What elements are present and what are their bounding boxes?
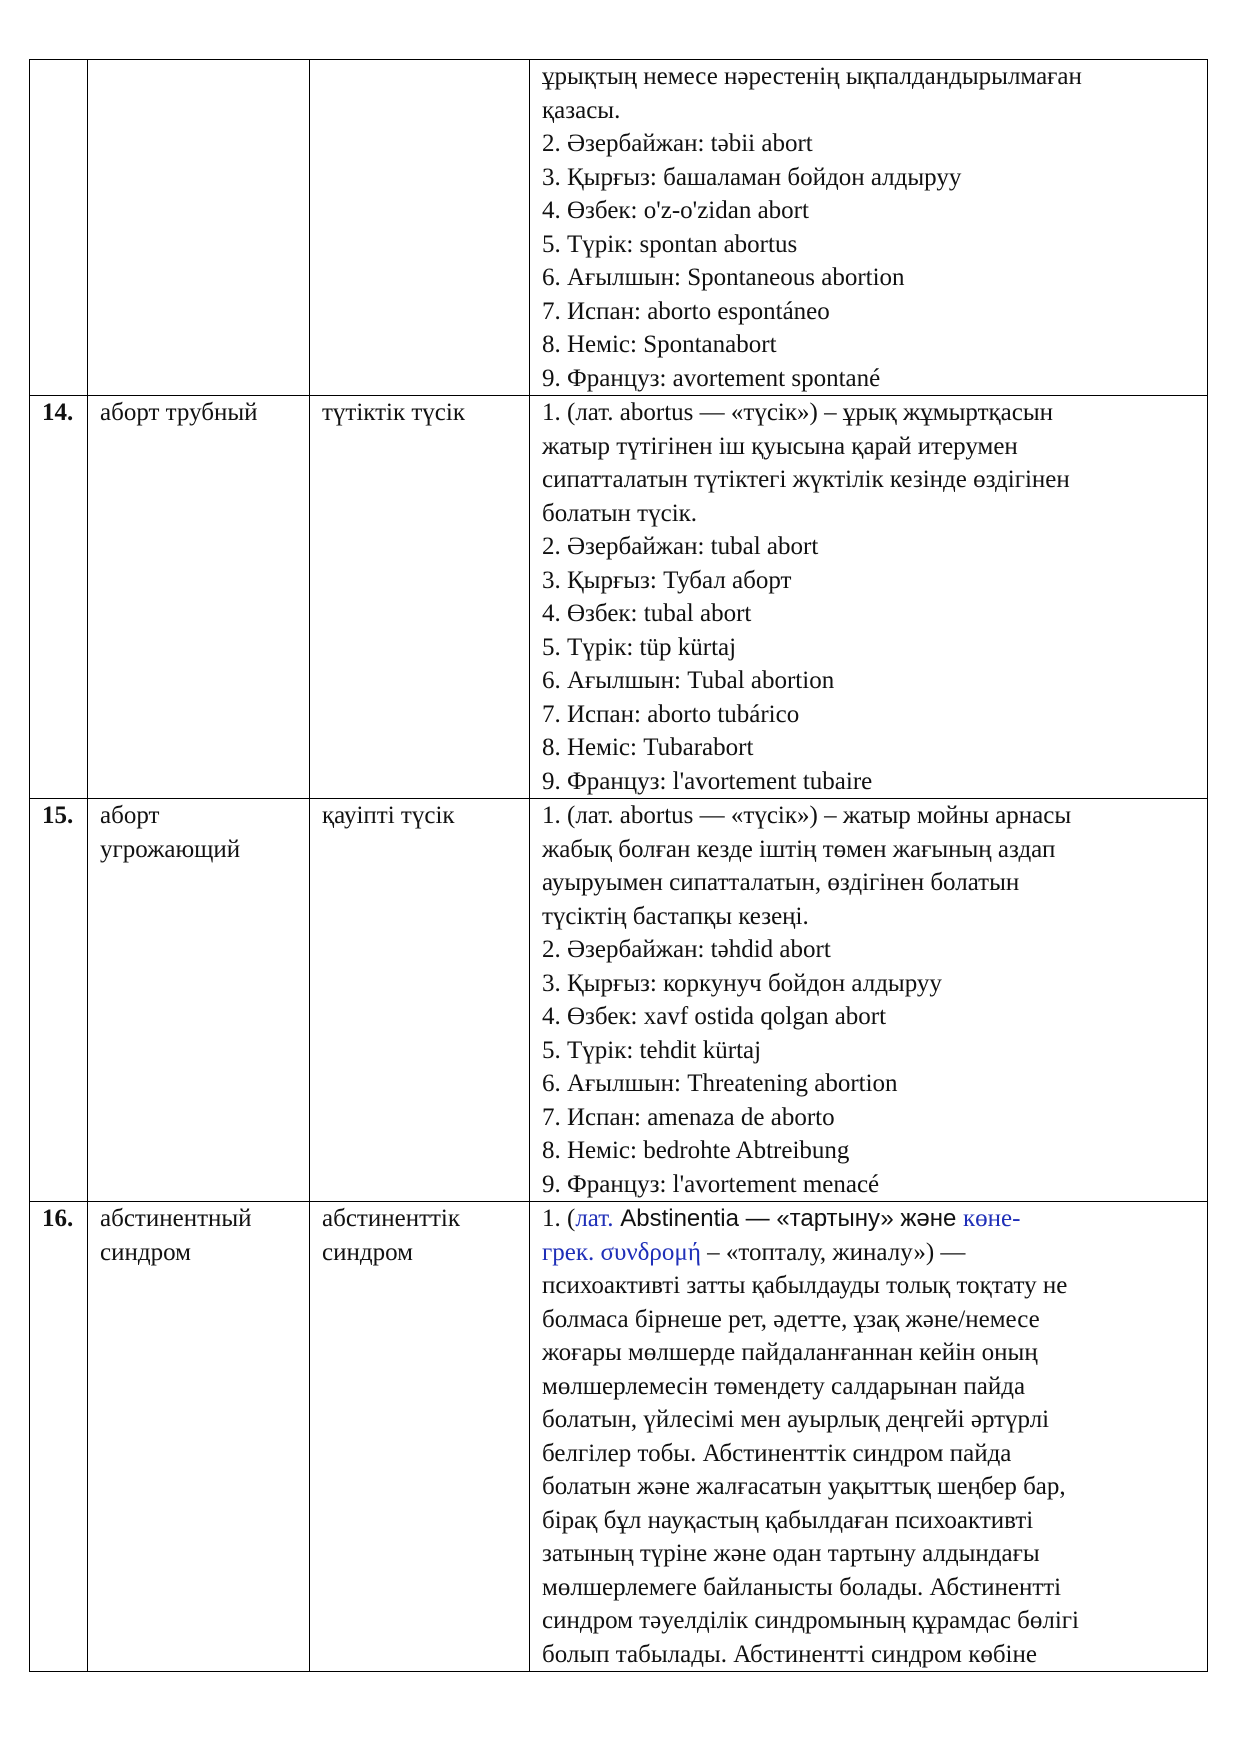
- translation-french: 9. Француз: l'avortement menacé: [542, 1170, 880, 1198]
- definition-line: жабық болған кезде іштің төмен жағының аздап: [542, 835, 1056, 863]
- translation-kyrgyz: 3. Қырғыз: коркунуч бойдон алдыруу: [542, 969, 942, 997]
- entry-number: 15.: [30, 799, 88, 1202]
- translation-turkish: 5. Түрік: tüp kürtaj: [542, 633, 737, 661]
- translation-english: 6. Ағылшын: Threatening abortion: [542, 1070, 898, 1097]
- definition-prefix: 1. (: [542, 1205, 576, 1232]
- translation-azerbaijani: 2. Әзербайжан: təhdid abort: [542, 936, 831, 963]
- table-row: [30, 1202, 1208, 1672]
- definition-line: болатын және жалғасатын уақыттық шеңбер бар,: [542, 1473, 1066, 1500]
- document-page: [29, 59, 1207, 1672]
- definition-line: психоактивті затты қабылдауды толық тоқтату не: [542, 1272, 1068, 1299]
- definition-line: түсіктің бастапқы кезеңі.: [542, 902, 809, 930]
- term-kazakh: абстиненттік синдром: [310, 1202, 530, 1672]
- term-russian: абстинентный синдром: [88, 1202, 310, 1672]
- translation-azerbaijani: 2. Әзербайжан: tubal abort: [542, 533, 819, 560]
- term-russian: аборт трубный: [88, 396, 310, 799]
- translation-spanish: 7. Испан: amenaza de aborto: [542, 1103, 835, 1131]
- definition-cell: [530, 396, 1208, 799]
- definition-line: болатын түсік.: [542, 499, 698, 527]
- glossary-table: [29, 59, 1208, 1672]
- translation-kyrgyz: 3. Қырғыз: Тубал аборт: [542, 566, 792, 594]
- definition-heading-line: [542, 1202, 1195, 1236]
- translation-english: 6. Ағылшын: Tubal abortion: [542, 667, 835, 694]
- definition-line: болмаса бірнеше рет, әдетте, ұзақ және/немесе: [542, 1305, 1040, 1333]
- definition-cell: [530, 60, 1208, 396]
- table-row: [30, 799, 1208, 1202]
- latin-word: Abstinentia — «тартыну» және: [613, 1205, 964, 1232]
- table-row: [30, 60, 1208, 396]
- definition-line: синдром тәуелділік синдромының құрамдас бөлігі: [542, 1607, 1079, 1634]
- definition-line: мөлшерлемеге байланысты болады. Абстинентті: [542, 1573, 1062, 1601]
- definition-line: болатын, үйлесімі мен ауырлық деңгейі әртүрлі: [542, 1406, 1050, 1433]
- definition-line: жатыр түтігінен іш қуысына қарай итерумен: [542, 432, 1018, 460]
- term-russian: [88, 60, 310, 396]
- definition-line: затының түріне және одан тартыну алдындағы: [542, 1540, 1040, 1567]
- translation-kyrgyz: 3. Қырғыз: башаламан бойдон алдыруу: [542, 163, 962, 191]
- definition-line: ауыруымен сипатталатын, өздігінен болатын: [542, 869, 1020, 896]
- translation-german: 8. Неміс: Spontanabort: [542, 331, 777, 358]
- entry-number: 14.: [30, 396, 88, 799]
- term-kazakh: [310, 60, 530, 396]
- translation-uzbek: 4. Өзбек: xavf ostida qolgan abort: [542, 1003, 887, 1030]
- translation-uzbek: 4. Өзбек: o'z-o'zidan abort: [542, 197, 809, 224]
- translation-turkish: 5. Түрік: tehdit kürtaj: [542, 1036, 762, 1064]
- translation-french: 9. Француз: avortement spontané: [542, 364, 881, 392]
- definition-line: 1. (лат. abortus — «түсік») – жатыр мойны арнасы: [542, 802, 1072, 829]
- greek-gloss: – «топталу, жиналу») —: [700, 1238, 966, 1266]
- term-kazakh: қауіпті түсік: [310, 799, 530, 1202]
- translation-german: 8. Неміс: bedrohte Abtreibung: [542, 1137, 850, 1164]
- latin-link[interactable]: лат.: [575, 1205, 614, 1232]
- definition-heading-line: [542, 1236, 1195, 1270]
- table-row: [30, 396, 1208, 799]
- translation-english: 6. Ағылшын: Spontaneous abortion: [542, 264, 905, 291]
- translation-spanish: 7. Испан: aborto espontáneo: [542, 297, 830, 325]
- translation-uzbek: 4. Өзбек: tubal abort: [542, 600, 752, 627]
- definition-line: 1. (лат. abortus — «түсік») – ұрық жұмыртқасын: [542, 399, 1054, 426]
- translation-turkish: 5. Түрік: spontan abortus: [542, 230, 798, 258]
- greek-word-link[interactable]: грек. συνδρομή: [542, 1238, 701, 1266]
- term-kazakh: түтіктік түсік: [310, 396, 530, 799]
- definition-line: бірақ бұл науқастың қабылдаған психоактивті: [542, 1506, 1034, 1534]
- definition-line: болып табылады. Абстинентті синдром көбіне: [542, 1640, 1037, 1668]
- translation-french: 9. Француз: l'avortement tubaire: [542, 767, 873, 795]
- translation-azerbaijani: 2. Әзербайжан: təbii abort: [542, 130, 813, 157]
- entry-number: [30, 60, 88, 396]
- term-russian: аборт угрожающий: [88, 799, 310, 1202]
- translation-spanish: 7. Испан: aborto tubárico: [542, 700, 800, 728]
- definition-line: сипатталатын түтіктегі жүктілік кезінде өздігінен: [542, 466, 1070, 493]
- translation-german: 8. Неміс: Tubarabort: [542, 734, 754, 761]
- ancient-greek-link[interactable]: көне-: [963, 1205, 1021, 1232]
- definition-line: мөлшерлемесін төмендету салдарынан пайда: [542, 1372, 1026, 1400]
- definition-cell: [530, 1202, 1208, 1672]
- definition-line: ұрықтың немесе нәрестенің ықпалдандырылмаған: [542, 63, 1082, 90]
- definition-line: қазасы.: [542, 96, 621, 124]
- definition-cell: [530, 799, 1208, 1202]
- definition-line: белгілер тобы. Абстиненттік синдром пайда: [542, 1439, 1012, 1467]
- entry-number: 16.: [30, 1202, 88, 1672]
- definition-line: жоғары мөлшерде пайдаланғаннан кейін оның: [542, 1339, 1038, 1366]
